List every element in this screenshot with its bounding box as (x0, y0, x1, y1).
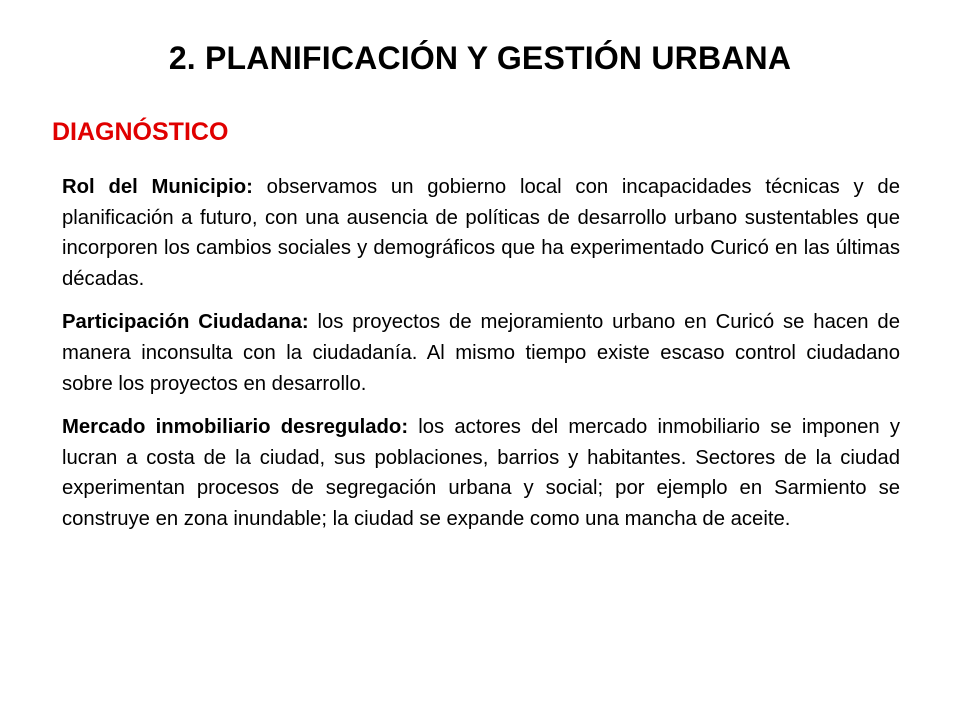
paragraph-text: observamos un gobierno local con incapacidades técnicas y de planificación a futuro, con una ausencia de políticas de desarrollo urbano sustentables que incorporen los cambios sociales y demográficos que ha experimentado Curicó en las últimas décadas. (62, 176, 900, 290)
section-heading: DIAGNÓSTICO (52, 118, 229, 146)
slide-body (62, 172, 900, 548)
slide-title: 2. PLANIFICACIÓN Y GESTIÓN URBANA (168, 40, 792, 76)
paragraph-rol-municipio (62, 172, 900, 294)
paragraph-heading: Rol del Municipio: (62, 176, 253, 198)
paragraph-heading: Mercado inmobiliario desregulado: (62, 416, 409, 439)
paragraph-heading: Participación Ciudadana: (62, 311, 309, 334)
paragraph-mercado-inmobiliario (62, 412, 900, 534)
paragraph-text: los actores del mercado inmobiliario se imponen y lucran a costa de la ciudad, sus poblaciones, barrios y habitantes. Sectores de la ciudad experimentan procesos de segregación urbana y social; por ejemplo en Sarmiento se construye en zona inundable; la ciudad se expande como una mancha de aceite. (62, 416, 900, 530)
paragraph-text: los proyectos de mejoramiento urbano en Curicó se hacen de manera inconsulta con la ciudadanía. Al mismo tiempo existe escaso control ciudadano sobre los proyectos en desarrollo. (62, 311, 900, 395)
paragraph-participacion-ciudadana (62, 307, 900, 399)
